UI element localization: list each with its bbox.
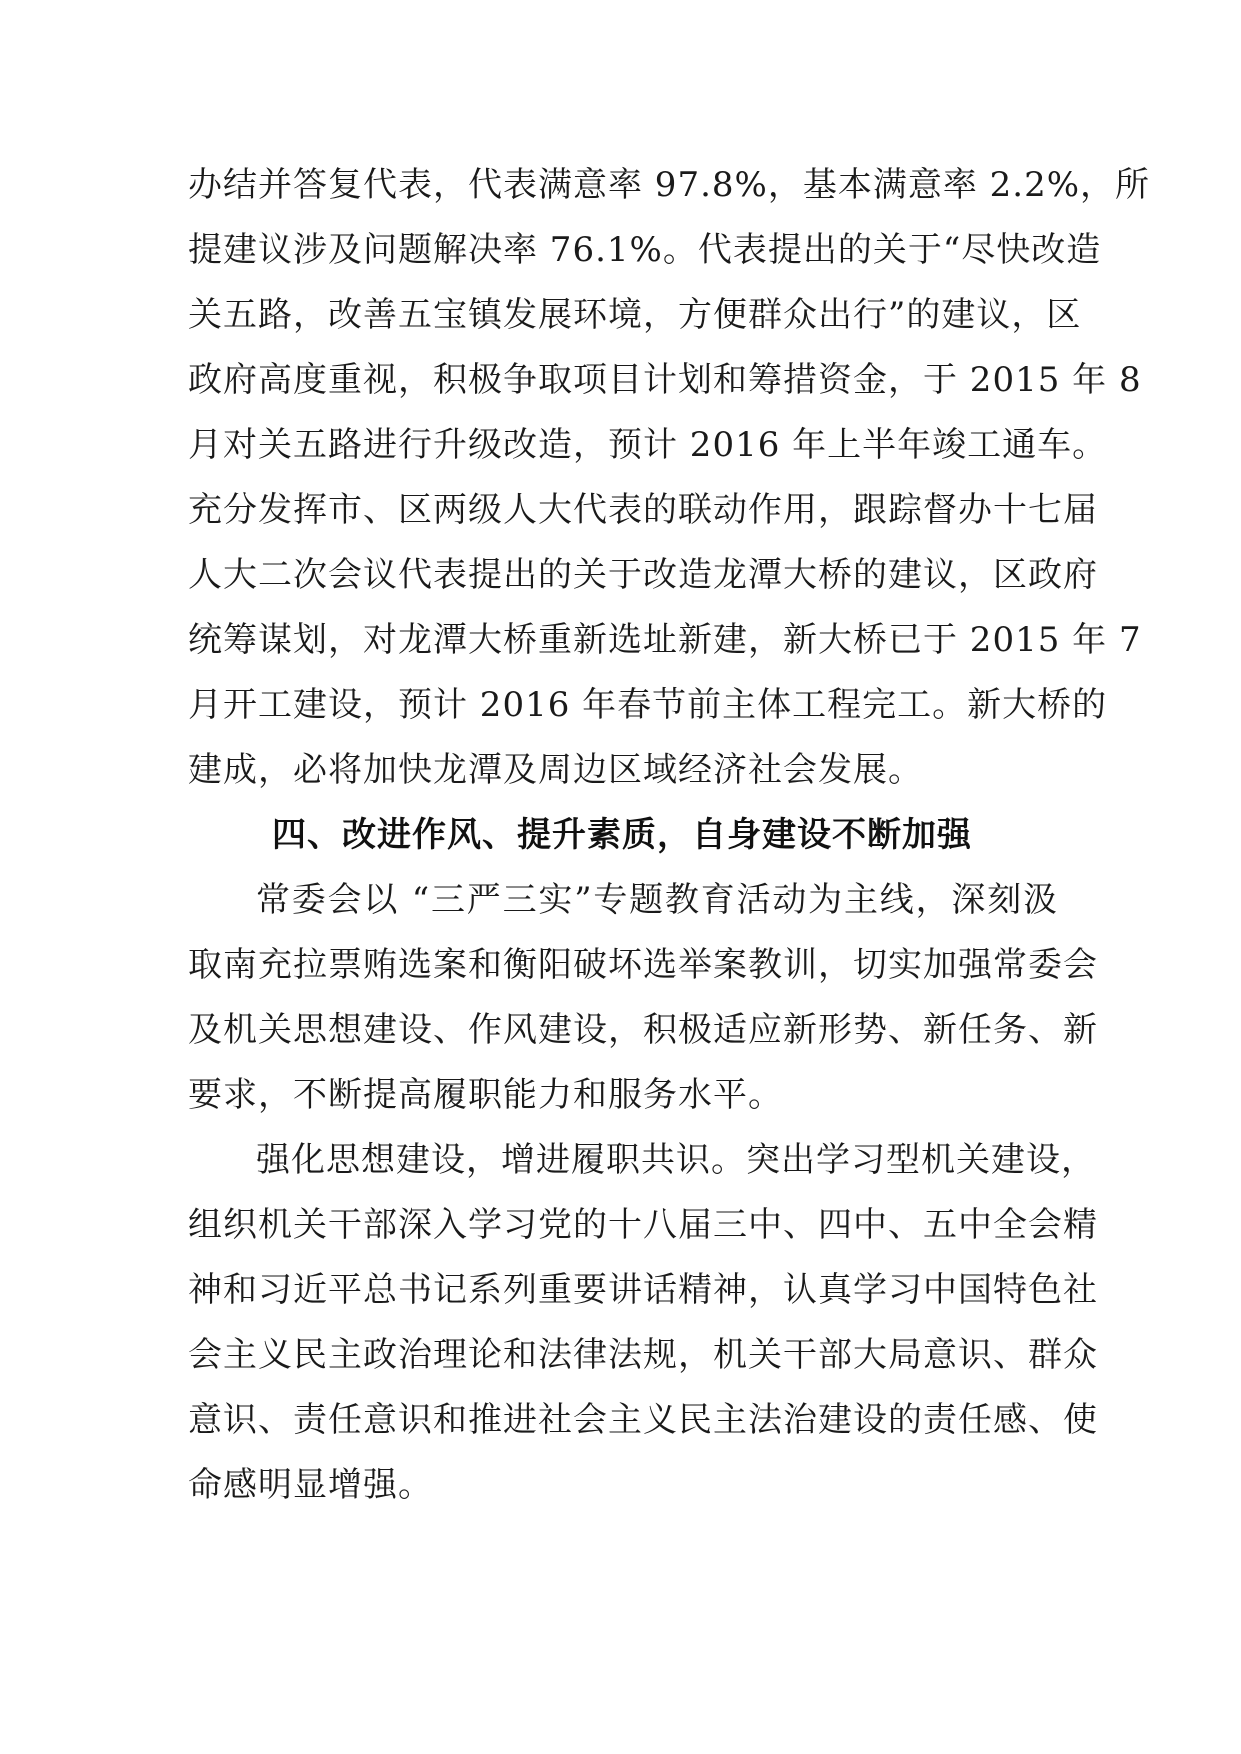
paragraph-1-line-6: 充分发挥市、区两级人大代表的联动作用，跟踪督办十七届 [188, 490, 1098, 530]
paragraph-3-line-3: 神和习近平总书记系列重要讲话精神，认真学习中国特色社 [188, 1270, 1098, 1310]
section-heading: 四、改进作风、提升素质，自身建设不断加强 [272, 815, 972, 855]
paragraph-1-line-3: 关五路，改善五宝镇发展环境，方便群众出行”的建议，区 [188, 295, 1082, 335]
paragraph-3-line-1: 强化思想建设，增进履职共识。突出学习型机关建设， [256, 1140, 1096, 1180]
paragraph-1-line-8: 统筹谋划，对龙潭大桥重新选址新建，新大桥已于 2015 年 7 [188, 620, 1142, 660]
paragraph-3-line-4: 会主义民主政治理论和法律法规，机关干部大局意识、群众 [188, 1335, 1098, 1375]
paragraph-1-line-9: 月开工建设，预计 2016 年春节前主体工程完工。新大桥的 [188, 685, 1108, 725]
paragraph-1-line-4: 政府高度重视，积极争取项目计划和筹措资金，于 2015 年 8 [188, 360, 1142, 400]
paragraph-2-line-1: 常委会以 “三严三实”专题教育活动为主线，深刻汲 [256, 880, 1058, 920]
paragraph-2-line-4: 要求，不断提高履职能力和服务水平。 [188, 1075, 783, 1115]
paragraph-3-line-6: 命感明显增强。 [188, 1465, 433, 1505]
paragraph-1-line-1: 办结并答复代表，代表满意率 97.8%，基本满意率 2.2%，所 [188, 165, 1151, 205]
paragraph-3-line-2: 组织机关干部深入学习党的十八届三中、四中、五中全会精 [188, 1205, 1098, 1245]
paragraph-2-line-3: 及机关思想建设、作风建设，积极适应新形势、新任务、新 [188, 1010, 1098, 1050]
paragraph-1-line-5: 月对关五路进行升级改造，预计 2016 年上半年竣工通车。 [188, 425, 1108, 465]
paragraph-3-line-5: 意识、责任意识和推进社会主义民主法治建设的责任感、使 [188, 1400, 1098, 1440]
paragraph-1-line-10: 建成，必将加快龙潭及周边区域经济社会发展。 [188, 750, 923, 790]
paragraph-1-line-2: 提建议涉及问题解决率 76.1%。代表提出的关于“尽快改造 [188, 230, 1102, 270]
paragraph-2-line-2: 取南充拉票贿选案和衡阳破坏选举案教训，切实加强常委会 [188, 945, 1098, 985]
paragraph-1-line-7: 人大二次会议代表提出的关于改造龙潭大桥的建议，区政府 [188, 555, 1098, 595]
